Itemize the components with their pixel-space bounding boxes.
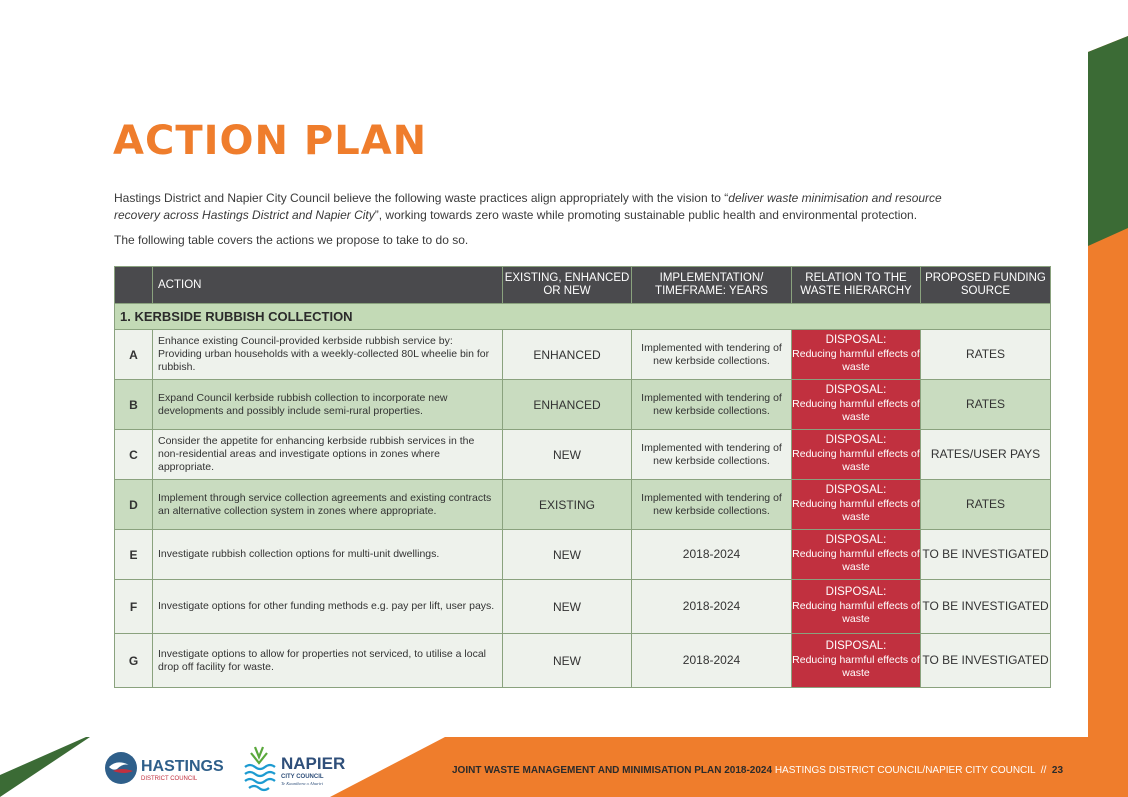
row-funding: TO BE INVESTIGATED (921, 530, 1051, 580)
section-row (115, 304, 1051, 330)
council-logos (103, 745, 353, 793)
row-funding: RATES (921, 380, 1051, 430)
row-hierarchy (792, 380, 921, 430)
row-action: Investigate options to allow for properties not serviced, to utilise a local drop off facility for waste. (153, 634, 503, 688)
hierarchy-title: DISPOSAL: (825, 384, 887, 397)
header-status: EXISTING, ENHANCED OR NEW (503, 267, 632, 304)
footer (452, 765, 1063, 776)
row-hierarchy (792, 480, 921, 530)
corner-band-decoration (1088, 0, 1128, 797)
intro-paragraph-2: The following table covers the actions we propose to take to do so. (114, 233, 469, 247)
intro-start: Hastings District and Napier City Council believe the following waste practices align appropriately with the vision to “ (114, 191, 729, 205)
action-plan-table (114, 266, 1051, 688)
intro-end: ”, working towards zero waste while promoting sustainable public health and environmental protection. (374, 208, 918, 222)
table-row (115, 580, 1051, 634)
table-row (115, 530, 1051, 580)
section-title: 1. KERBSIDE RUBBISH COLLECTION (115, 304, 1051, 330)
hierarchy-text: Reducing harmful effects of waste (792, 653, 920, 680)
row-hierarchy (792, 430, 921, 480)
header-action: ACTION (153, 267, 503, 304)
hastings-sub: DISTRICT COUNCIL (141, 776, 198, 782)
row-funding: TO BE INVESTIGATED (921, 634, 1051, 688)
row-status: NEW (503, 634, 632, 688)
napier-sub: CITY COUNCIL (281, 774, 324, 780)
row-action: Investigate options for other funding methods e.g. pay per lift, user pays. (153, 580, 503, 634)
header-funding: PROPOSED FUNDING SOURCE (921, 267, 1051, 304)
row-hierarchy (792, 330, 921, 380)
row-status: EXISTING (503, 480, 632, 530)
row-hierarchy (792, 530, 921, 580)
intro-paragraph (114, 190, 974, 224)
row-implementation: 2018-2024 (632, 530, 792, 580)
row-status: NEW (503, 580, 632, 634)
hierarchy-title: DISPOSAL: (825, 434, 887, 447)
row-letter: F (115, 580, 153, 634)
table-row (115, 430, 1051, 480)
header-implementation: IMPLEMENTATION/ TIMEFRAME: YEARS (632, 267, 792, 304)
table-row (115, 480, 1051, 530)
hierarchy-text: Reducing harmful effects of waste (792, 547, 920, 574)
row-action: Consider the appetite for enhancing kerbside rubbish services in the non-residential areas and investigate options in zones where appropriate. (153, 430, 503, 480)
row-letter: C (115, 430, 153, 480)
header-letter (115, 267, 153, 304)
row-implementation: Implemented with tendering of new kerbside collections. (632, 430, 792, 480)
footer-separator: // (1040, 765, 1047, 776)
table-row (115, 330, 1051, 380)
table-row (115, 380, 1051, 430)
hierarchy-title: DISPOSAL: (825, 334, 887, 347)
napier-name: NAPIER (281, 754, 346, 773)
row-funding: RATES (921, 480, 1051, 530)
row-letter: G (115, 634, 153, 688)
footer-councils: HASTINGS DISTRICT COUNCIL/NAPIER CITY COUNCIL (774, 765, 1036, 776)
row-letter: B (115, 380, 153, 430)
hierarchy-text: Reducing harmful effects of waste (792, 447, 920, 474)
row-implementation: 2018-2024 (632, 634, 792, 688)
page-title: ACTION PLAN (113, 118, 428, 164)
row-funding: TO BE INVESTIGATED (921, 580, 1051, 634)
row-hierarchy (792, 634, 921, 688)
row-implementation: Implemented with tendering of new kerbside collections. (632, 480, 792, 530)
header-hierarchy: RELATION TO THE WASTE HIERARCHY (792, 267, 921, 304)
hierarchy-title: DISPOSAL: (825, 640, 887, 653)
row-funding: RATES/USER PAYS (921, 430, 1051, 480)
row-implementation: 2018-2024 (632, 580, 792, 634)
hierarchy-title: DISPOSAL: (825, 534, 887, 547)
hierarchy-title: DISPOSAL: (825, 484, 887, 497)
row-implementation: Implemented with tendering of new kerbside collections. (632, 380, 792, 430)
footer-doc-title: JOINT WASTE MANAGEMENT AND MINIMISATION PLAN 2018-2024 (452, 765, 773, 776)
row-status: NEW (503, 430, 632, 480)
row-status: ENHANCED (503, 380, 632, 430)
hierarchy-text: Reducing harmful effects of waste (792, 347, 920, 374)
page-number: 23 (1051, 765, 1064, 776)
table-row (115, 634, 1051, 688)
napier-logo (245, 747, 345, 790)
hierarchy-title: DISPOSAL: (825, 586, 887, 599)
hierarchy-text: Reducing harmful effects of waste (792, 397, 920, 424)
row-funding: RATES (921, 330, 1051, 380)
vision-quote: deliver waste minimisation and resource recovery across Hastings District and Napier City (114, 191, 942, 222)
hierarchy-text: Reducing harmful effects of waste (792, 497, 920, 524)
row-letter: E (115, 530, 153, 580)
row-hierarchy (792, 580, 921, 634)
hastings-name: HASTINGS (141, 758, 224, 775)
row-letter: A (115, 330, 153, 380)
row-action: Implement through service collection agreements and existing contracts an alternative collection system in zones where appropriate. (153, 480, 503, 530)
row-implementation: Implemented with tendering of new kerbside collections. (632, 330, 792, 380)
napier-tagline: Te Kaunihera o Ahuriri (281, 781, 324, 786)
row-status: ENHANCED (503, 330, 632, 380)
intro-text (114, 190, 974, 257)
hastings-logo (105, 752, 224, 784)
row-letter: D (115, 480, 153, 530)
row-status: NEW (503, 530, 632, 580)
table-header-row (115, 267, 1051, 304)
hierarchy-text: Reducing harmful effects of waste (792, 599, 920, 626)
row-action: Enhance existing Council-provided kerbside rubbish service by: Providing urban households with a weekly-collected 80L wheelie bin for rubbish. (153, 330, 503, 380)
row-action: Expand Council kerbside rubbish collection to incorporate new developments and possibly include semi-rural properties. (153, 380, 503, 430)
row-action: Investigate rubbish collection options for multi-unit dwellings. (153, 530, 503, 580)
